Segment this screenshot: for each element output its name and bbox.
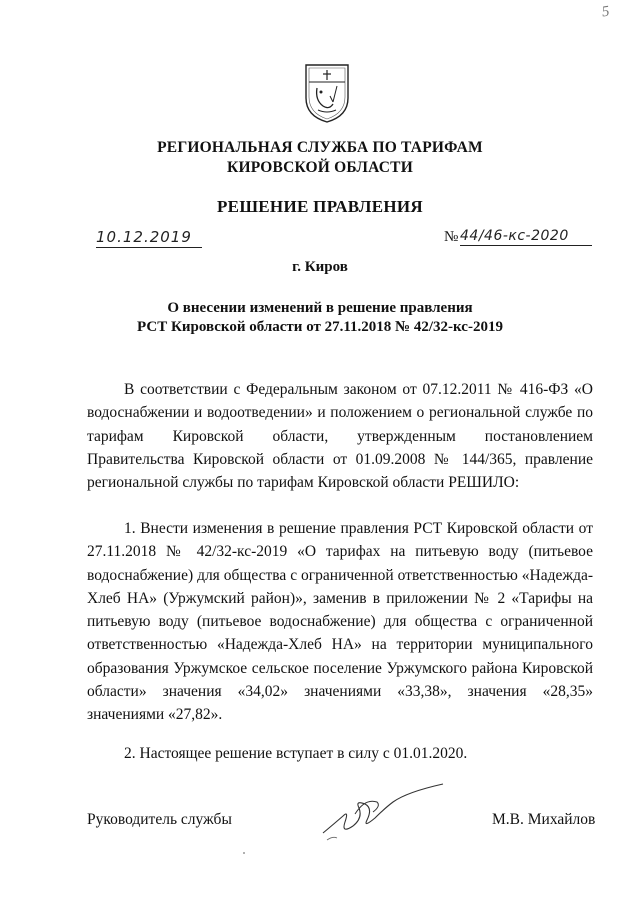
document-number: 44/46-кс-2020	[460, 228, 592, 246]
body-paragraph-item-2	[87, 742, 593, 765]
paragraph-text: 1. Внести изменения в решение правления РСТ Кировской области от 27.11.2018 № 42/32-кс-2019 «О тарифах на питьевую воду (питьевое водоснабжение) для общества с ограниченной ответственностью «Надежда-Хлеб НА» (Уржумский район)», заменив в приложении № 2 «Тарифы на питьевую воду (питьевое водоснабжение) для общества с ограниченной ответственностью «Надежда-Хлеб НА» на территории муниципального образования Уржумское сельское поселение Уржумского района Кировской области» значения «34,02» значениями «33,38», значения «28,35» значениями «27,82».	[87, 520, 593, 724]
subject-line2: РСТ Кировской области от 27.11.2018 № 42/32-кс-2019	[137, 319, 503, 335]
organization-name-line2: КИРОВСКОЙ ОБЛАСТИ	[227, 159, 413, 176]
body-paragraph-item-1	[87, 517, 593, 727]
body-paragraph-preamble	[87, 378, 593, 494]
signatory-title: Руководитель службы	[87, 811, 232, 828]
subject-line1: О внесении изменений в решение правления	[167, 300, 473, 316]
paragraph-text: В соответствии с Федеральным законом от 07.12.2011 № 416-ФЗ «О водоснабжении и водоотведении» и положением о региональной службе по тарифам Кировской области, утвержденным постановлением Правительства Кировской области от 01.09.2008 № 144/365, правление региональной службы по тарифам Кировской области РЕШИЛО:	[87, 381, 593, 492]
document-number-prefix: №	[444, 229, 459, 245]
document-title: РЕШЕНИЕ ПРАВЛЕНИЯ	[217, 197, 423, 216]
paragraph-text: 2. Настоящее решение вступает в силу с 01.01.2020.	[124, 745, 468, 762]
document-date: 10.12.2019	[96, 228, 202, 248]
page-number: 5	[600, 3, 611, 21]
coat-of-arms-icon	[303, 62, 351, 124]
handwritten-signature-icon	[315, 778, 455, 848]
scan-speck	[243, 852, 245, 854]
organization-name-line1: РЕГИОНАЛЬНАЯ СЛУЖБА ПО ТАРИФАМ	[157, 139, 483, 156]
signatory-name: М.В. Михайлов	[492, 811, 596, 828]
city: г. Киров	[292, 259, 348, 275]
